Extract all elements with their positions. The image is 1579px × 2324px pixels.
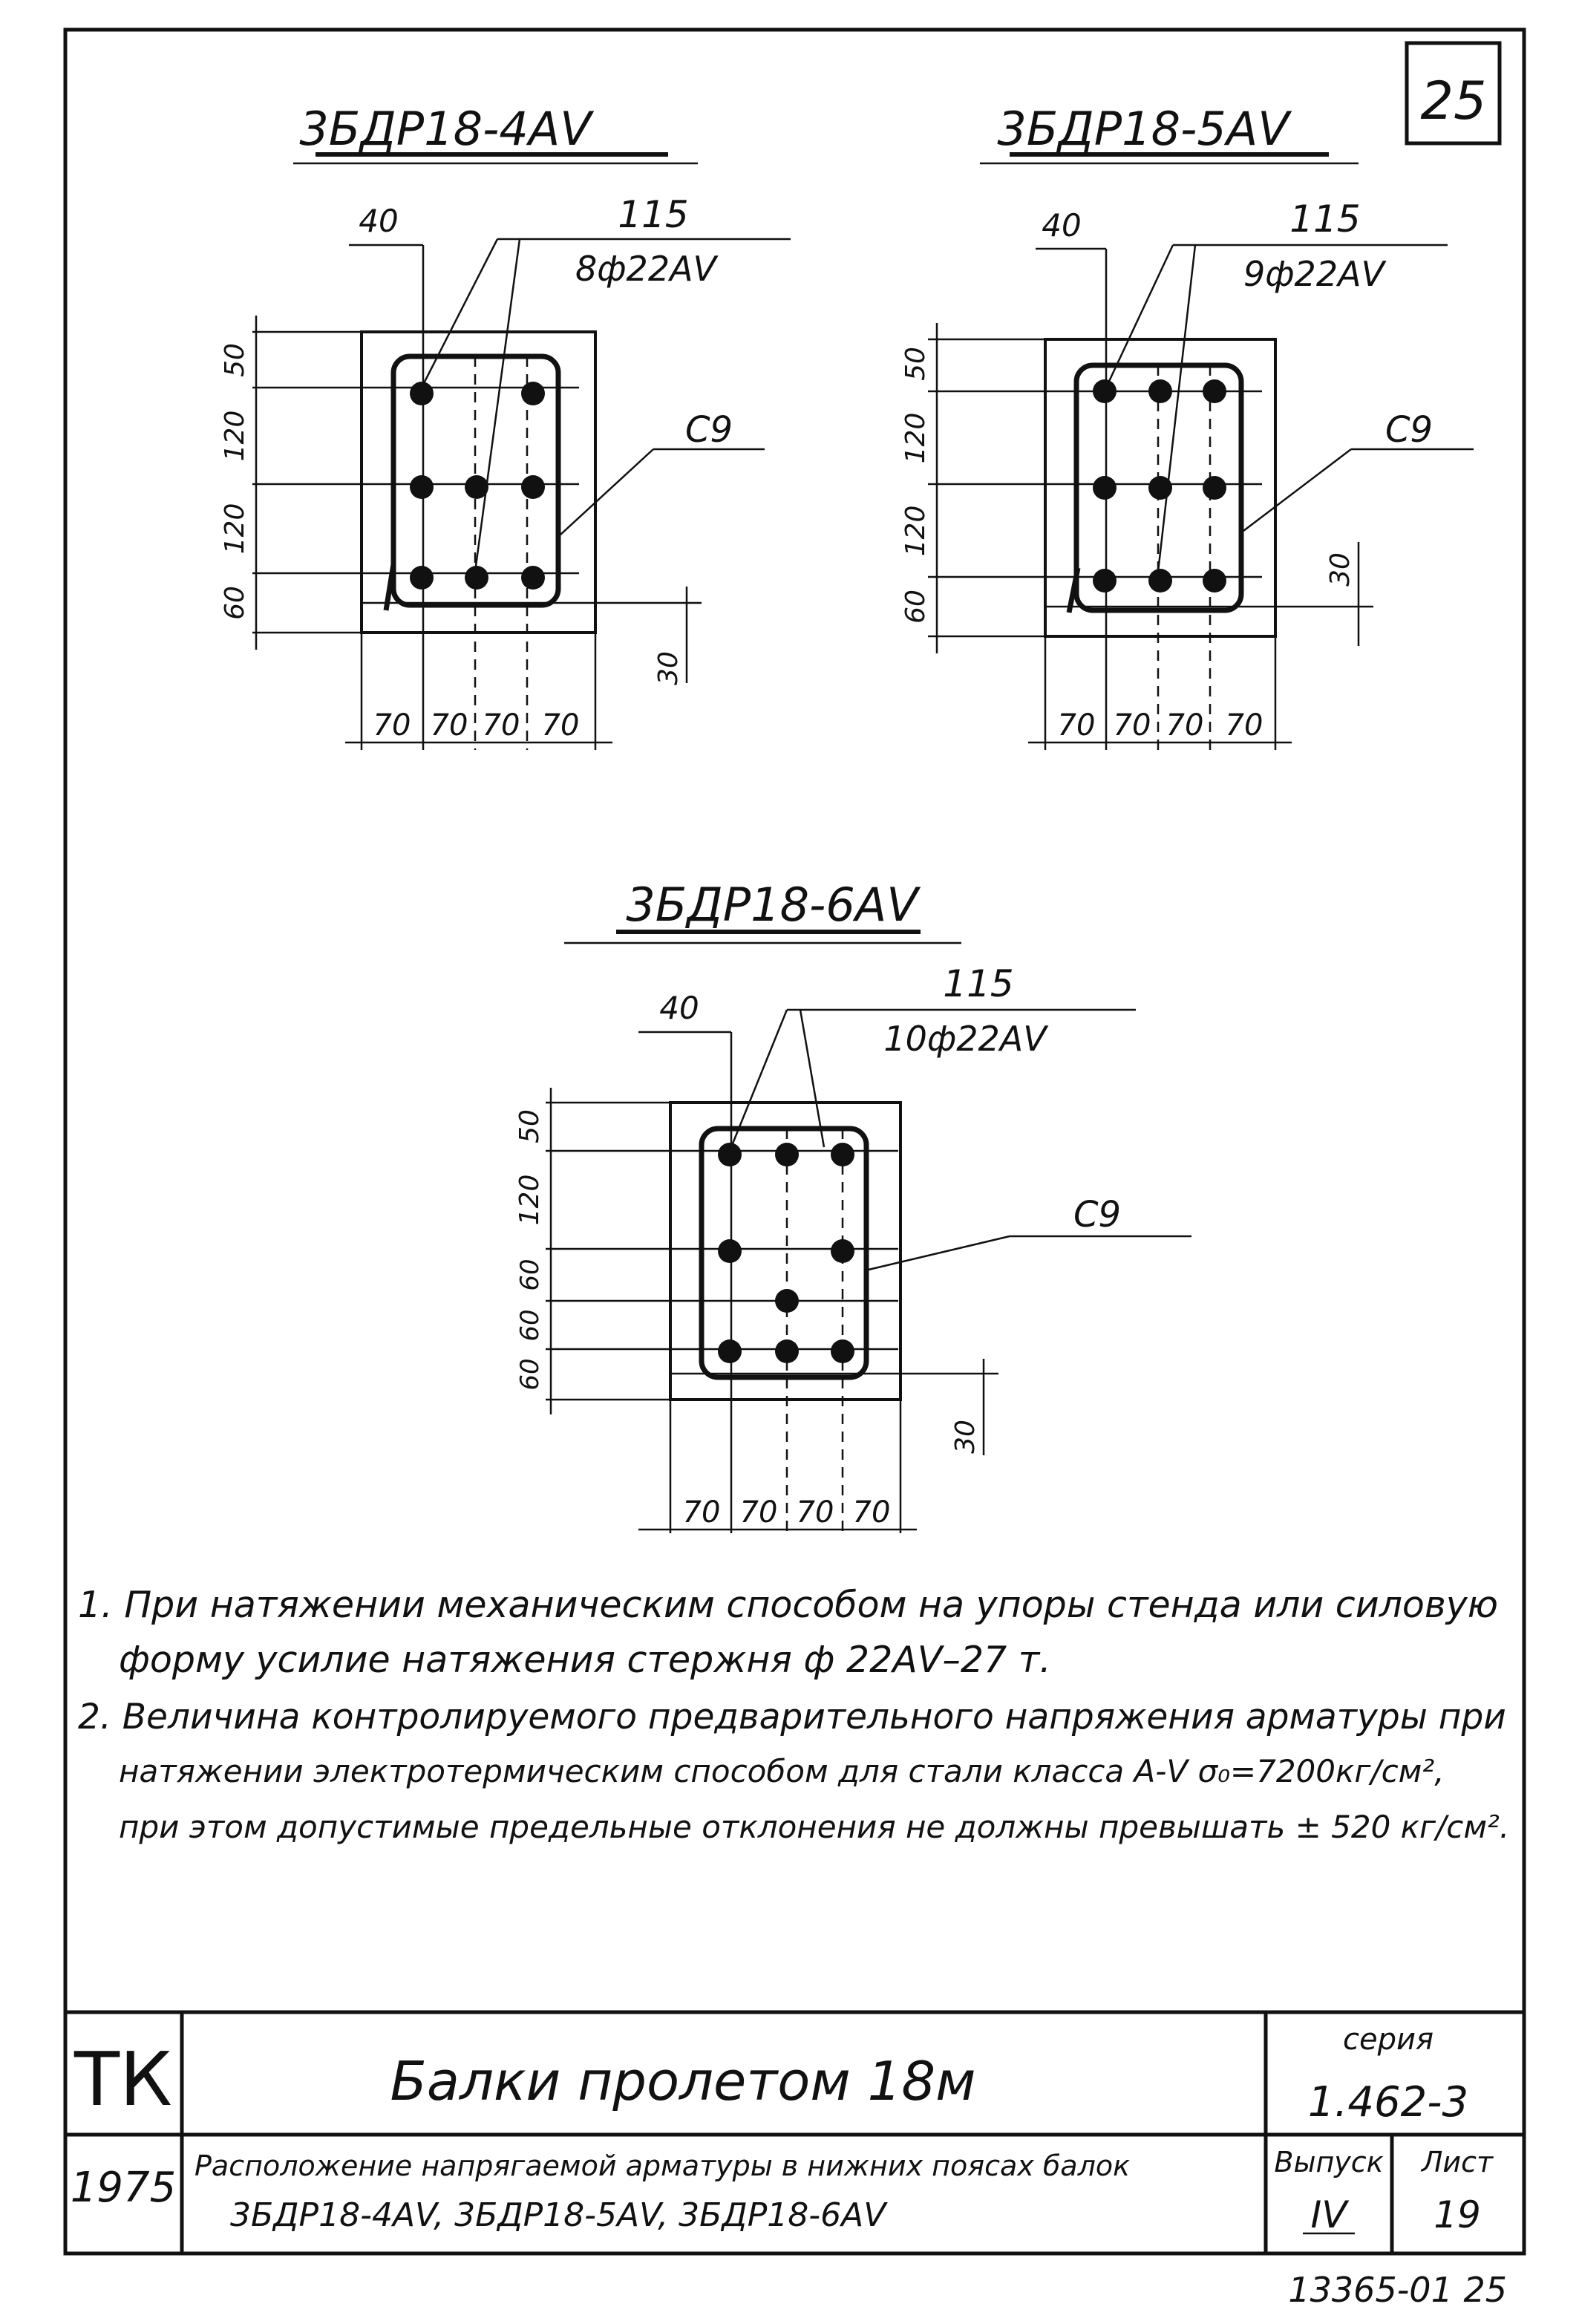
hdim-70: 70	[373, 708, 411, 742]
series-label: серия	[1342, 2023, 1434, 2057]
issue-value: IV	[1310, 2193, 1347, 2236]
rebar	[1203, 379, 1226, 403]
vdim-60: 60	[220, 586, 250, 620]
vdim-120: 120	[900, 505, 931, 557]
footer-code: 13365-01 25	[1288, 2270, 1507, 2310]
rebar	[1148, 379, 1172, 403]
spacing-dim: 115	[943, 962, 1014, 1005]
vdim-60: 60	[515, 1309, 545, 1342]
hdim-70: 70	[682, 1495, 721, 1530]
sheet-title: Балки пролетом 18м	[390, 2050, 976, 2112]
note-line: 2. Величина контролируемого предварительного напряжения арматуры при	[78, 1697, 1506, 1737]
vdim-50: 50	[514, 1109, 545, 1143]
vdim-120: 120	[514, 1174, 545, 1226]
sheet-frame	[65, 30, 1524, 2253]
rebar	[718, 1239, 742, 1263]
issue-label: Выпуск	[1274, 2146, 1384, 2178]
cover-dim: 40	[1042, 207, 1082, 244]
rebar	[775, 1143, 799, 1166]
rebar	[775, 1339, 799, 1363]
hdim-70: 70	[796, 1495, 834, 1530]
sheet-label: Лист	[1421, 2146, 1494, 2178]
rebar	[1093, 569, 1117, 593]
cover-dim: 40	[359, 203, 399, 239]
title-block	[65, 2012, 1524, 2253]
hdim-70: 70	[1225, 708, 1263, 742]
reinforcement-label: 10ф22АV	[883, 1019, 1047, 1059]
vdim-60: 60	[900, 590, 931, 624]
hdim-70: 70	[1166, 708, 1204, 742]
rebar	[465, 566, 488, 590]
notes	[78, 1584, 1509, 1845]
note-line: при этом допустимые предельные отклонения не должны превышать ± 520 кг/см².	[119, 1809, 1510, 1845]
note-line: натяжении электротермическим способом для стали класса А-V σ₀=7200кг/см²,	[119, 1753, 1445, 1789]
bottom-dim: 30	[1325, 552, 1356, 587]
cover-dim: 40	[659, 990, 699, 1026]
hdim-70: 70	[1057, 708, 1096, 742]
reinforcement-label: 9ф22АV	[1243, 254, 1385, 294]
rebar	[718, 1143, 742, 1166]
vdim-120: 120	[220, 503, 250, 555]
stirrup-label: С9	[1073, 1194, 1122, 1236]
note-line: форму усилие натяжения стержня ф 22АV–27 т.	[119, 1639, 1051, 1681]
section-title: 3БДР18-6АV	[626, 878, 918, 932]
hdim-70: 70	[482, 708, 520, 742]
rebar	[1148, 569, 1172, 593]
reinforcement-label: 8ф22АV	[575, 249, 717, 289]
rebar	[521, 566, 545, 590]
hdim-70: 70	[739, 1495, 778, 1530]
vdim-120: 120	[900, 412, 931, 464]
stirrup-label: С9	[1385, 409, 1433, 451]
section-4av	[220, 102, 791, 750]
vdim-50: 50	[900, 347, 931, 381]
bottom-dim: 30	[950, 1420, 981, 1454]
hdim-70: 70	[541, 708, 580, 742]
bottom-dim: 30	[653, 651, 684, 685]
note-line: 1. При натяжении механическим способом на упоры стенда или силовую	[78, 1584, 1498, 1626]
rebar	[831, 1339, 854, 1363]
vdim-50: 50	[220, 343, 250, 377]
vdim-120: 120	[220, 410, 250, 462]
rebar	[775, 1289, 799, 1313]
rebar	[718, 1339, 742, 1363]
sheet-number: 25	[1420, 71, 1487, 131]
series-value: 1.462-3	[1307, 2078, 1469, 2126]
description-line: Расположение напрягаемой арматуры в нижних поясах балок	[194, 2150, 1131, 2182]
description-line: 3БДР18-4АV, 3БДР18-5АV, 3БДР18-6АV	[230, 2196, 886, 2234]
rebar	[521, 382, 545, 405]
spacing-dim: 115	[1289, 198, 1361, 241]
sheet-number-box	[1407, 43, 1500, 143]
rebar	[1203, 569, 1226, 593]
rebar	[1093, 476, 1117, 500]
rebar	[1203, 476, 1226, 500]
hdim-70: 70	[1113, 708, 1151, 742]
rebar	[410, 566, 434, 590]
hdim-70: 70	[430, 708, 468, 742]
org-mark: ТК	[73, 2036, 173, 2123]
rebar	[1093, 379, 1117, 403]
year: 1975	[70, 2164, 177, 2212]
hdim-70: 70	[852, 1495, 891, 1530]
sheet-value: 19	[1433, 2193, 1481, 2236]
vdim-60: 60	[515, 1259, 545, 1291]
rebar	[1148, 476, 1172, 500]
section-6av	[514, 878, 1191, 1533]
rebar	[465, 475, 488, 499]
section-title: 3БДР18-4АV	[299, 102, 592, 156]
rebar	[410, 475, 434, 499]
section-5av	[900, 102, 1474, 750]
rebar	[521, 475, 545, 499]
rebar	[410, 382, 434, 405]
rebar	[831, 1143, 854, 1166]
spacing-dim: 115	[618, 193, 689, 236]
rebar	[831, 1239, 854, 1263]
section-title: 3БДР18-5АV	[997, 102, 1289, 156]
stirrup-label: С9	[684, 409, 733, 451]
vdim-60: 60	[515, 1358, 545, 1391]
